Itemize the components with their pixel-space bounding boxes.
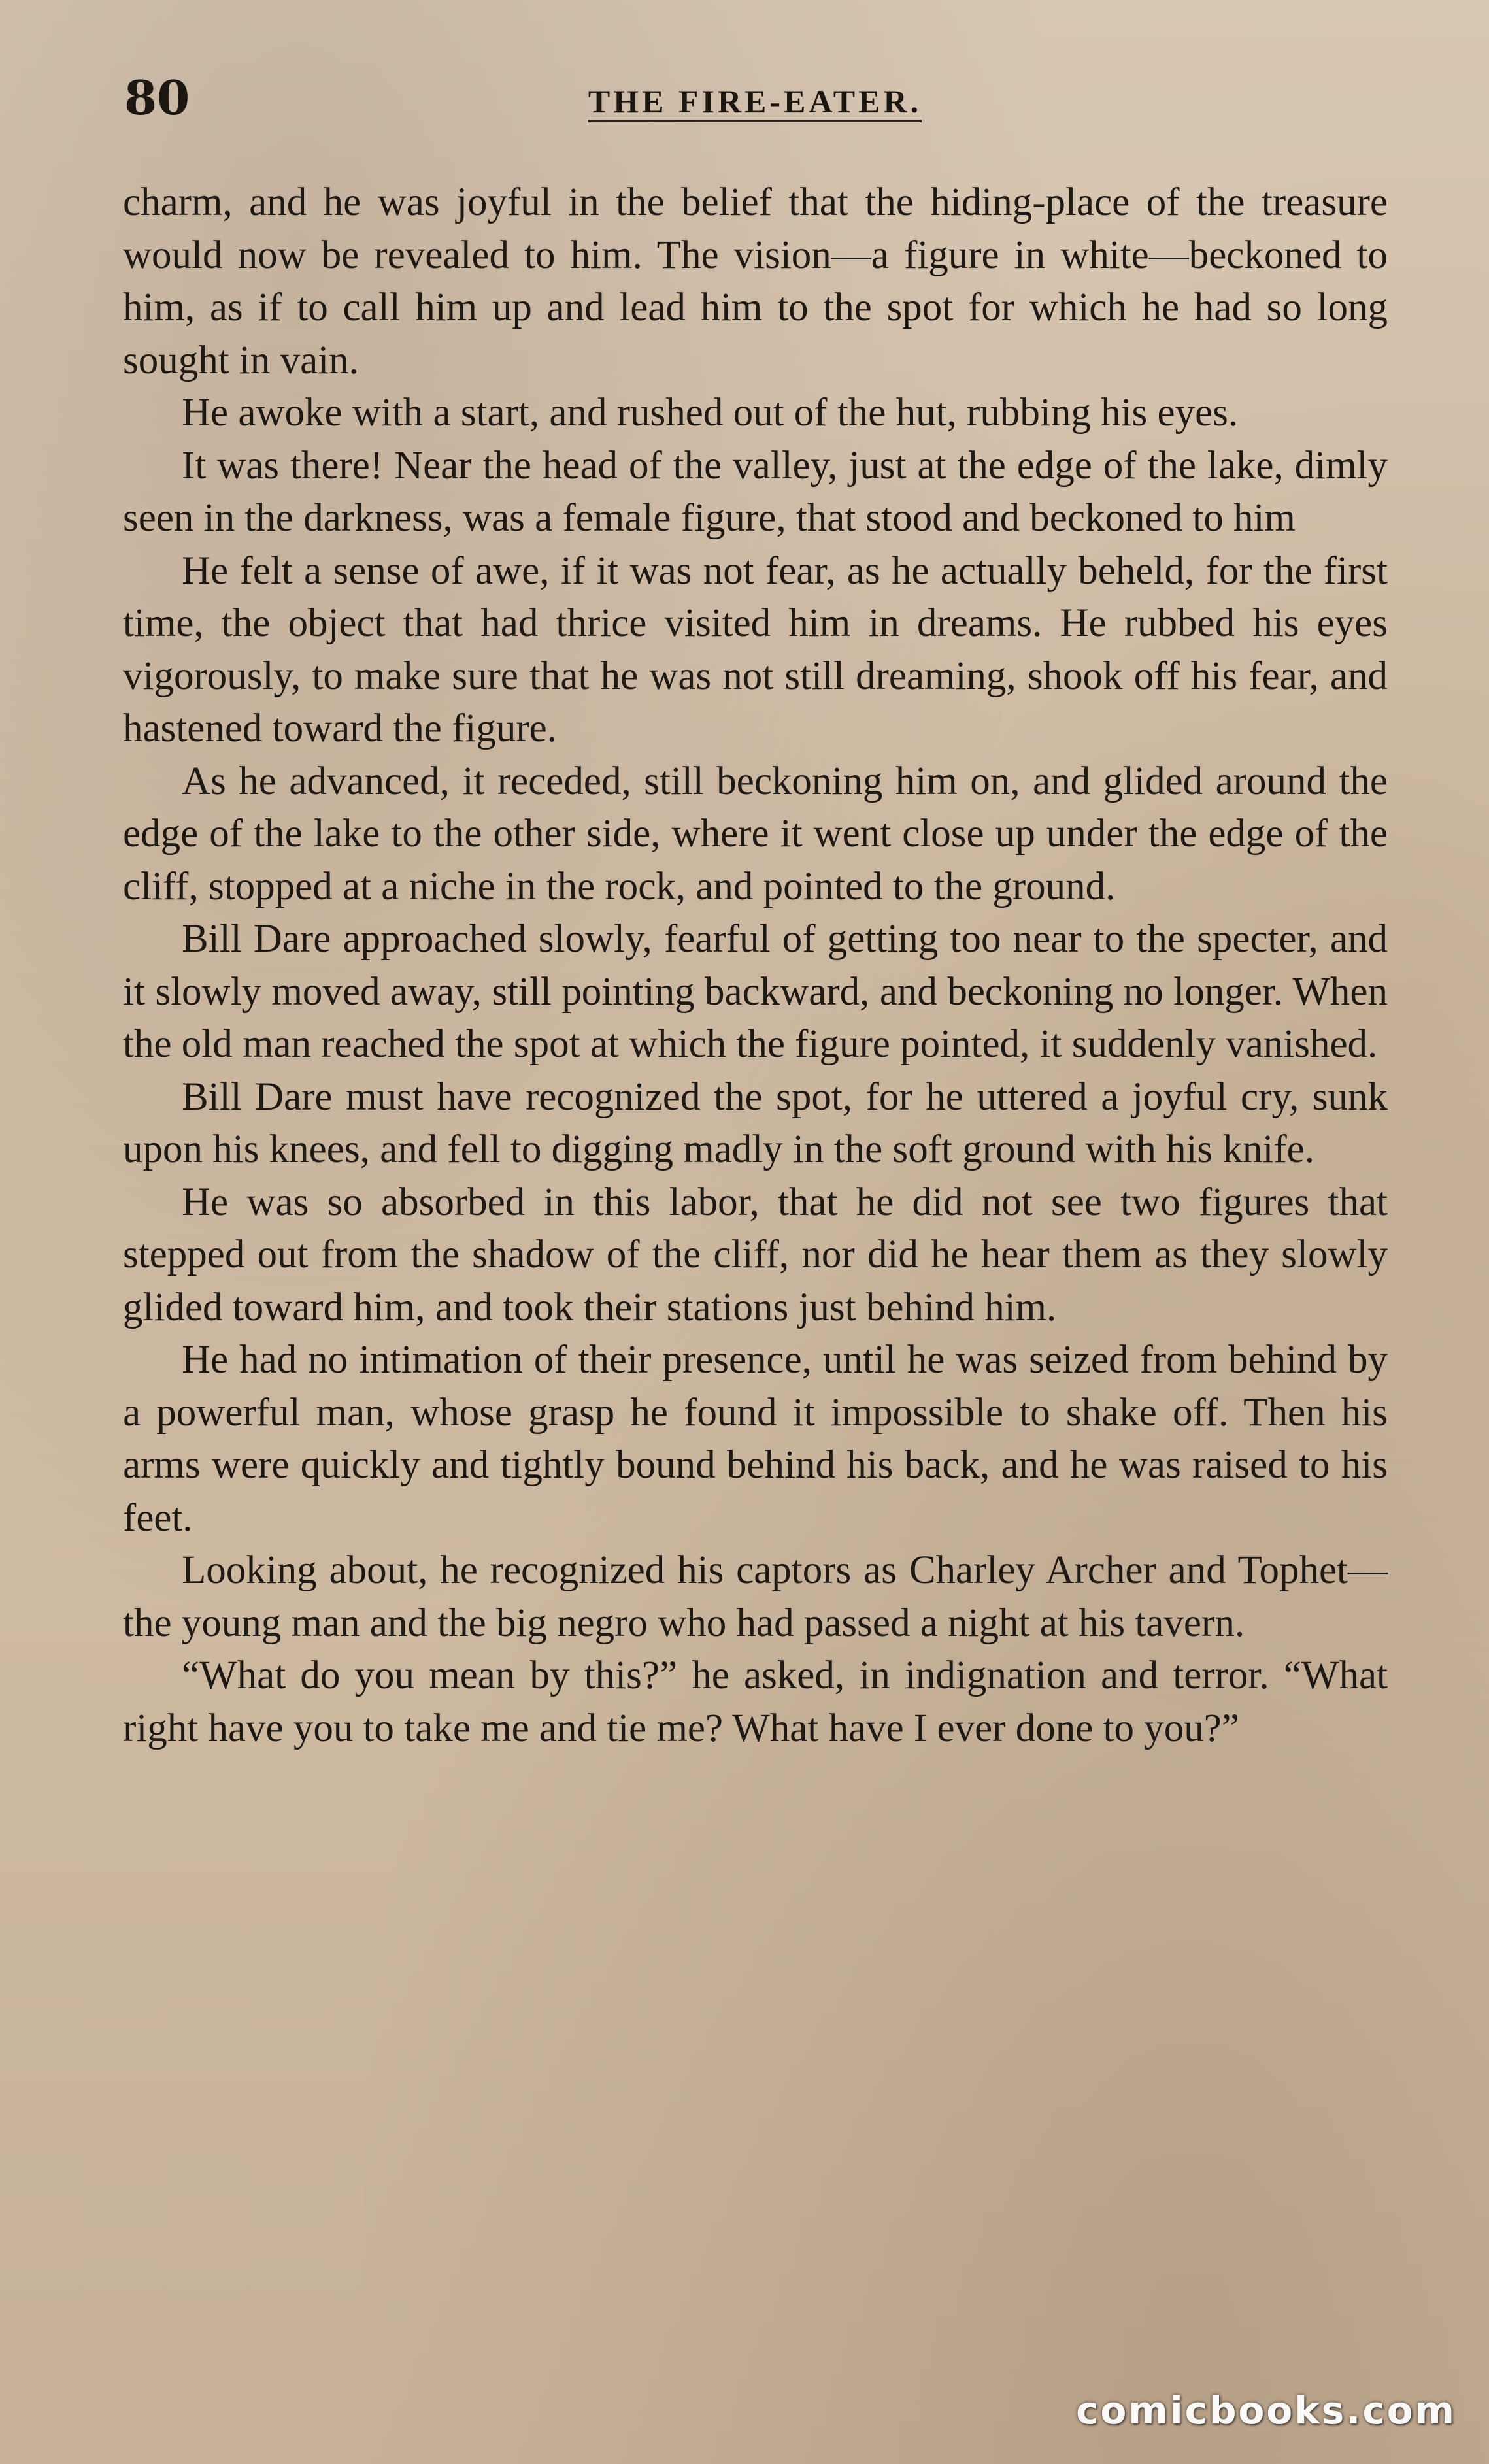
paragraph: “What do you mean by this?” he asked, in indignation and terror. “What right have you to take me and tie me? What have I ever done to you?” [123,1654,1388,1750]
running-title [124,75,1386,127]
paragraph: He was so absorbed in this labor, that he did not see two figures that stepped out from the shadow of the cliff, nor did he hear them as they slowly glided toward him, and took their stations just behind him. [123,1180,1388,1329]
paragraph: Bill Dare approached slowly, fearful of getting too near to the specter, and it slowly moved away, still pointing backward, and beckoning no longer. When the old man reached the spot at which the figure pointed, it suddenly vanished. [123,917,1388,1066]
paragraph: He had no intimation of their presence, until he was seized from behind by a powerful man, whose grasp he found it impossible to shake off. Then his arms were quickly and tightly bound behind his back, and he was raised to his feet. [123,1338,1388,1540]
paragraph: charm, and he was joyful in the belief that the hiding-place of the treasure would now be revealed to him. The vision—a figure in white—beckoned to him, as if to call him up and lead him to the spot for which he had so long sought in vain. [123,180,1388,382]
paragraph: As he advanced, it receded, still beckoning him on, and glided around the edge of the lake to the other side, where it went close up under the edge of the cliff, stopped at a niche in the rock, and pointed to the ground. [123,759,1388,908]
running-title-text: THE FIRE-EATER. [588,83,922,122]
paragraph: He felt a sense of awe, if it was not fear, as he actually beheld, for the first time, the object that had thrice visited him in dreams. He rubbed his eyes vigorously, to make sure that he was not still dreaming, shook off his fear, and hastened toward the figure. [123,548,1388,750]
page-header [124,69,1386,127]
paragraph: Looking about, he recognized his captors as Charley Archer and Tophet—the young man and the big negro who had passed a night at his tavern. [123,1548,1388,1645]
paragraph: It was there! Near the head of the valley, just at the edge of the lake, dimly seen in the darkness, was a female figure, that stood and beckoned to him [123,443,1388,540]
paragraph: He awoke with a start, and rushed out of the hut, rubbing his eyes. [182,391,1239,435]
page-number: 80 [124,70,190,125]
watermark-text: comicbooks.com [1076,2388,1456,2433]
body-text [123,176,1388,1755]
paragraph: Bill Dare must have recognized the spot, for he uttered a joyful cry, sunk upon his knees, and fell to digging madly in the soft ground with his knife. [123,1074,1388,1171]
